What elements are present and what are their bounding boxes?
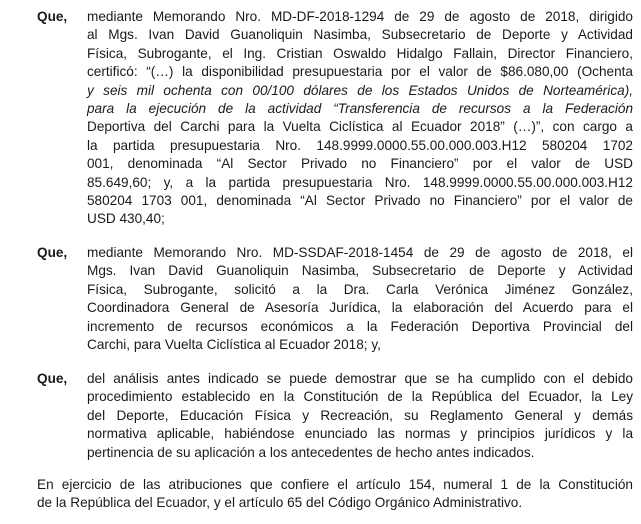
- text-line: para la ejecución de la actividad “Transferencia de recursos a la Federación: [87, 101, 633, 117]
- clause-label: Que,: [37, 371, 68, 386]
- text-line: incremento de recursos económicos a la Federación Deportiva Provincial del: [87, 318, 633, 334]
- clause-text: [87, 244, 633, 354]
- text-line: Carchi, para Vuelta Ciclística al Ecuador 2018; y,: [87, 337, 381, 353]
- text-line: En ejercicio de las atribuciones que confiere el artículo 154, numeral 1 de la Constitución: [37, 477, 633, 492]
- text-line: Coordinadora General de Asesoría Jurídica, la elaboración del Acuerdo para el: [87, 300, 633, 316]
- text-line: pertinencia de su aplicación a los antecedentes de hecho antes indicados.: [87, 444, 535, 460]
- text-line: Física, Subrogante, el Ing. Cristian Oswaldo Hidalgo Fallain, Director Financiero,: [87, 45, 633, 61]
- clause-text: [87, 8, 633, 229]
- text-line: del análisis antes indicado se puede demostrar que se ha cumplido con el debido: [87, 371, 633, 386]
- text-line: 001, denominada “Al Sector Privado no Financiero” por el valor de USD: [87, 156, 633, 172]
- text-line: certificó: “(…) la disponibilidad presupuestaria por el valor de $86.080,00 (Ochenta: [87, 64, 633, 80]
- text-line: mediante Memorando Nro. MD-DF-2018-1294 de 29 de agosto de 2018, dirigido: [87, 9, 633, 24]
- final-paragraph: [37, 476, 633, 513]
- text-line: normativa aplicable, habiéndose enunciado las normas y principios jurídicos y la: [87, 426, 633, 442]
- text-line: la partida presupuestaria Nro. 148.9999.0000.55.00.000.003.H12 580204 1702: [87, 137, 633, 153]
- text-line: USD 430,40;: [87, 211, 165, 227]
- text-line: de la República del Ecuador, y el artículo 65 del Código Orgánico Administrativo.: [37, 495, 523, 511]
- text-line: al Mgs. Ivan David Guanoliquin Nasimba, Subsecretario de Deporte y Actividad: [87, 27, 633, 43]
- clause-label: Que,: [37, 245, 68, 260]
- text-line: Física, Subrogante, solicitó a la Dra. Carla Verónica Jiménez González,: [87, 281, 633, 297]
- text-line: mediante Memorando Nro. MD-SSDAF-2018-1454 de 29 de agosto de 2018, el: [87, 245, 633, 260]
- text-line: 85.649,60; y, a la partida presupuestaria Nro. 148.9999.0000.55.00.000.003.H12: [87, 174, 633, 190]
- text-line: del Deporte, Educación Física y Recreación, su Reglamento General y demás: [87, 407, 633, 423]
- text-line: 580204 1703 001, denominada “Al Sector Privado no Financiero” por el valor de: [87, 193, 633, 209]
- text-line: procedimiento establecido en la Constitución de la República del Ecuador, la Ley: [87, 389, 633, 405]
- clause-label: Que,: [37, 9, 68, 24]
- clause-text: [87, 370, 633, 462]
- text-line: Deportiva del Carchi para la Vuelta Ciclística al Ecuador 2018” (…)”, con cargo a: [87, 119, 633, 135]
- text-line: Mgs. Ivan David Guanoliquin Nasimba, Subsecretario de Deporte y Actividad: [87, 263, 633, 279]
- text-line: y seis mil ochenta con 00/100 dólares de los Estados Unidos de Norteamérica),: [87, 82, 633, 98]
